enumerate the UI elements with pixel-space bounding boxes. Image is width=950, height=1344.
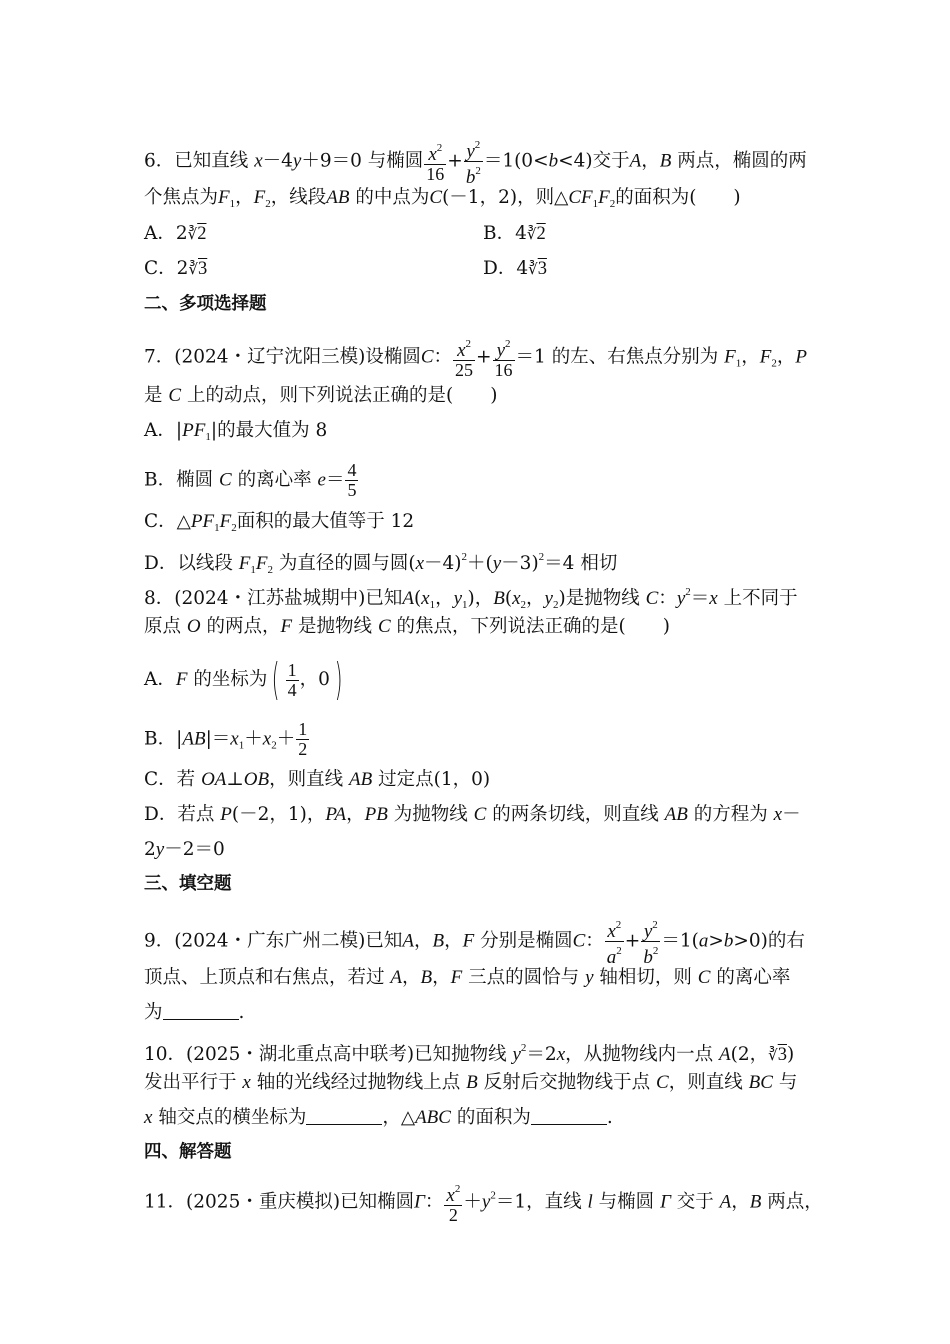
q10-answer-blank-2[interactable] <box>531 1108 607 1125</box>
q7-line2: 是 C 上的动点，则下列说法正确的是( ) <box>144 385 498 406</box>
q7-eccentricity-fraction: $\frac{4}{5}$ <box>347 460 357 500</box>
q9-line1: 9．(2024・广东广州二模)已知A，B，F 分别是椭圆C： $\frac{x^2}{a^2}$ + $\frac{y^2}{b^2}$ ＝1(a>b>0)的右 <box>144 916 814 967</box>
section-heading-solutions: 四、解答题 <box>144 1142 232 1162</box>
q10-line2: 发出平行于 x 轴的光线经过抛物线上点 B 反射后交抛物线于点 C，则直线 BC 与 <box>144 1072 798 1093</box>
q7-fraction-y: $\frac{y^2}{16}$ <box>493 335 515 380</box>
q6-option-b: B．4∛2 <box>483 223 546 244</box>
q9-line3: 为 . <box>144 1002 245 1023</box>
q10-answer-blank-1[interactable] <box>306 1108 382 1125</box>
q6-line1: 6．已知直线 x－4y＋9＝0 与椭圆 $\frac{x^2}{16}$ + $\frac{y^2}{b^2}$ ＝1(0<b<4)交于A，B 两点，椭圆的两 <box>144 136 814 187</box>
q6-line2: 个焦点为$F_1$，$F_2$，线段AB 的中点为C(－1，2)，则$\triangle CF_1F_2$的面积为( ) <box>144 187 741 210</box>
q8-option-c: C．若 OA⊥OB，则直线 AB 过定点(1，0) <box>144 769 491 790</box>
q9-line2: 顶点、上顶点和右焦点，若过 A，B，F 三点的圆恰与 y 轴相切，则 C 的离心率 <box>144 967 791 988</box>
q6-option-c: C．2∛3 <box>144 258 208 279</box>
q7-option-c: C．$\triangle PF_1F_2$面积的最大值等于 12 <box>144 511 415 534</box>
q8-option-b: B．$|AB|=x_1+x_2+$ $\frac{1}{2}$ <box>144 719 308 759</box>
q6-fraction-x: $\frac{x^2}{16}$ <box>424 139 446 184</box>
q8-focus-fraction: $\frac{1}{4}$ <box>287 659 297 700</box>
q8-option-a: A．F 的坐标为 ( $\frac{1}{4}$ ，0 ) <box>144 654 343 705</box>
section-heading-fill-blank: 三、填空题 <box>144 874 232 894</box>
q7-option-b: B．椭圆 C 的离心率 e＝ $\frac{4}{5}$ <box>144 460 357 500</box>
q7-option-a: A．$|PF_1|$的最大值为 8 <box>144 420 328 443</box>
q8-line1: 8．(2024・江苏盐城期中)已知$A(x_1$，$y_1$)，$B(x_2$，$y_2$)是抛物线 C：$y^2=x$ 上不同于 <box>144 586 798 611</box>
section-heading-multiple-choice: 二、多项选择题 <box>144 294 267 314</box>
q10-line1: 10．(2025・湖北重点高中联考)已知抛物线 $y^2=2x$，从抛物线内一点 A(2，∛3) <box>144 1042 795 1065</box>
q11-fraction-x: $\frac{x^2}{2}$ <box>444 1180 462 1225</box>
q7-option-d: D．以线段 $F_1F_2$ 为直径的圆与圆$(x-4)^2+(y-3)^2=4$ 相切 <box>144 551 618 576</box>
q7-line1: 7．(2024・辽宁沈阳三模)设椭圆C： $\frac{x^2}{25}$ + $\frac{y^2}{16}$ ＝1 的左、右焦点分别为 $F_1$，$F_2$，P <box>144 335 814 380</box>
q7-fraction-x: $\frac{x^2}{25}$ <box>453 335 475 380</box>
q8-option-d: D．若点 P(－2，1)，PA，PB 为抛物线 C 的两条切线，则直线 AB 的方程为 x－ <box>144 804 801 825</box>
q6-option-d: D．4∛3 <box>483 258 547 279</box>
q6-fraction-y: $\frac{y^2}{b^2}$ <box>464 136 483 187</box>
q9-fraction-y: $\frac{y^2}{b^2}$ <box>641 916 660 967</box>
q10-line3: x 轴交点的横坐标为 ，△ABC 的面积为 . <box>144 1107 613 1128</box>
q11-line1: 11．(2025・重庆模拟)已知椭圆Γ： $\frac{x^2}{2}$ $+y^2=1$，直线 l 与椭圆 Γ 交于 A，B 两点， <box>144 1180 814 1225</box>
q9-fraction-x: $\frac{x^2}{a^2}$ <box>605 916 624 967</box>
q8-line2: 原点 O 的两点，F 是抛物线 C 的焦点，下列说法正确的是( ) <box>144 616 670 637</box>
q8-option-d-line2: 2y－2＝0 <box>144 839 225 860</box>
q9-answer-blank[interactable] <box>163 1003 239 1020</box>
q6-option-a: A．2∛2 <box>144 223 207 244</box>
q8-half-fraction: $\frac{1}{2}$ <box>298 719 308 759</box>
